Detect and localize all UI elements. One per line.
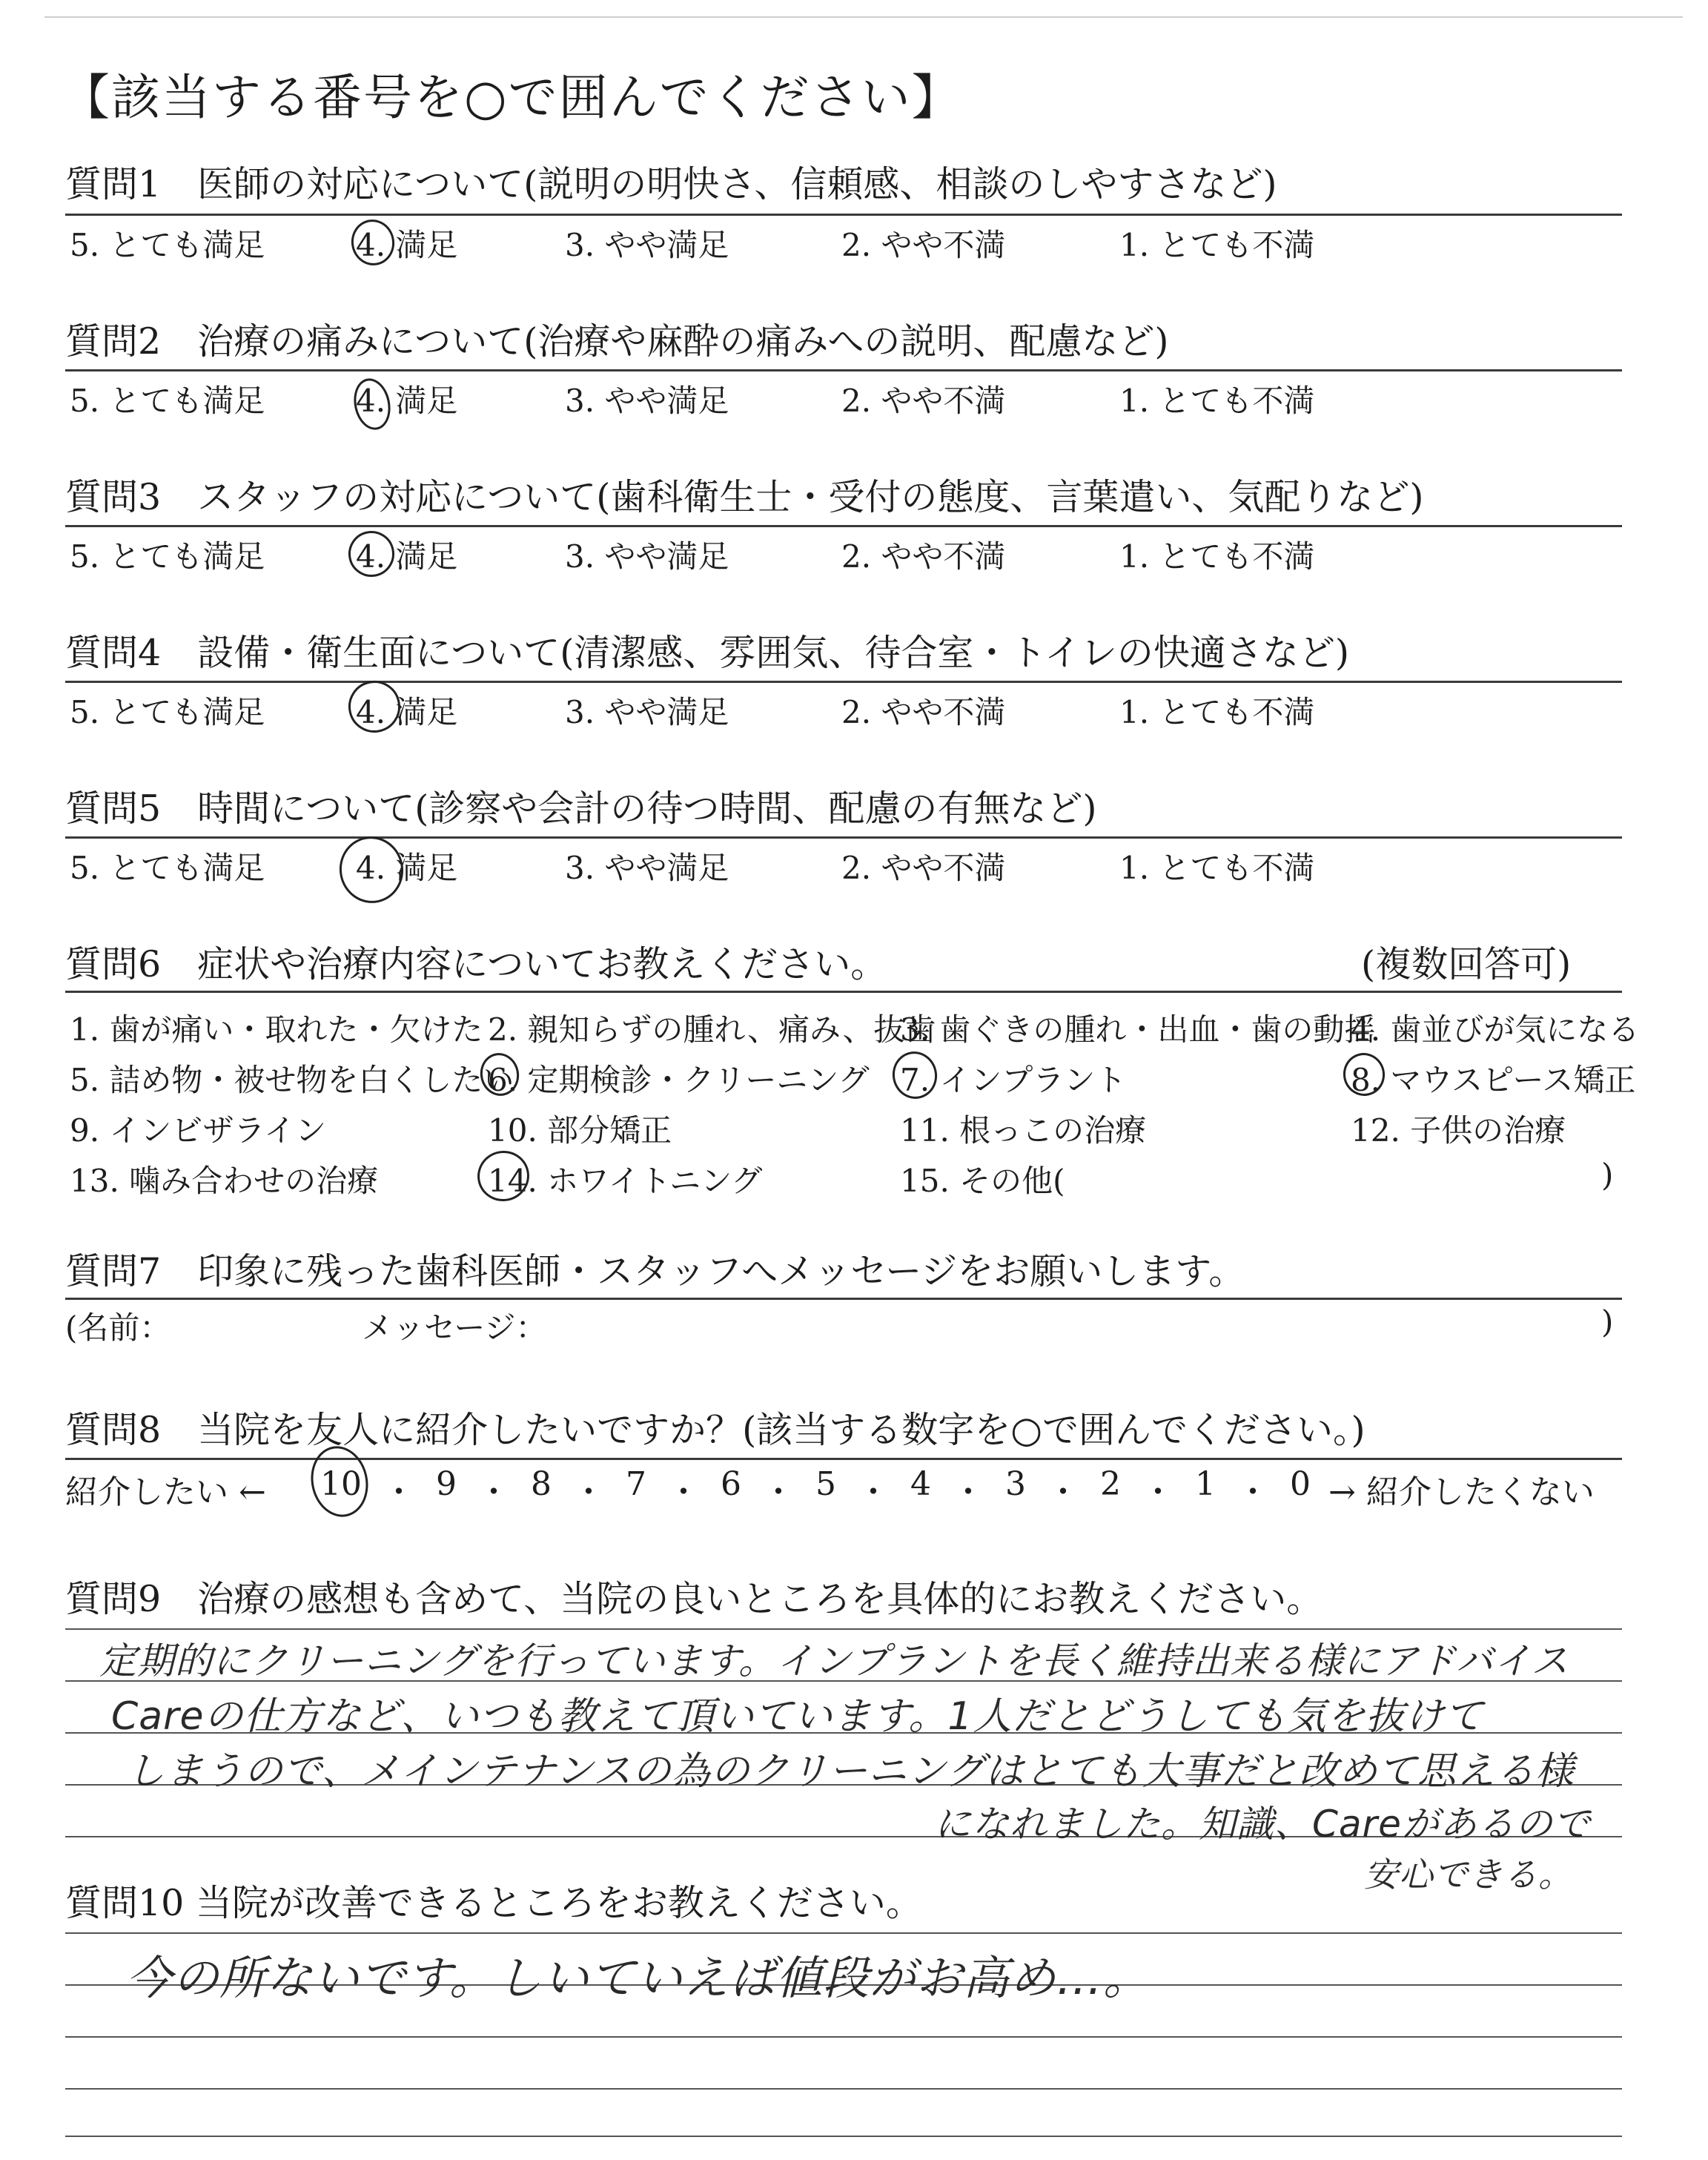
q4-option-5[interactable]: 5. とても満足 <box>70 694 265 730</box>
q6-option-6[interactable]: 6. 定期検診・クリーニング <box>488 1062 870 1098</box>
q1-option-5[interactable]: 5. とても満足 <box>70 227 265 263</box>
q2-option-5[interactable]: 5. とても満足 <box>70 383 265 419</box>
q10-line-3 <box>65 2036 1622 2038</box>
q5-option-5[interactable]: 5. とても満足 <box>70 850 265 886</box>
q8-right-label: → 紹介したくない <box>1328 1473 1595 1511</box>
q5-option-3[interactable]: 3. やや満足 <box>565 850 729 886</box>
q9-answer-line-5: 安心できる。 <box>1364 1855 1573 1895</box>
q8-scale-0[interactable]: 0 <box>1290 1465 1311 1503</box>
question-8-title: 質問8 当院を友人に紹介したいですか？(該当する数字を○で囲んでください。) <box>65 1409 1366 1451</box>
q8-scale-1[interactable]: 1 <box>1195 1465 1216 1503</box>
q4-option-3[interactable]: 3. やや満足 <box>565 694 729 730</box>
question-4-rule <box>65 681 1622 683</box>
q2-option-1[interactable]: 1. とても不満 <box>1119 383 1315 419</box>
q5-option-2[interactable]: 2. やや不満 <box>841 850 1006 886</box>
q10-line-4 <box>65 2088 1622 2090</box>
q1-option-3[interactable]: 3. やや満足 <box>565 227 729 263</box>
q10-line-1 <box>65 1932 1622 1934</box>
q6-option-7[interactable]: 7. インプラント <box>900 1062 1127 1098</box>
q10-answer-line-1: 今の所ないです。しいていえば値段がお高め…。 <box>126 1951 1151 2005</box>
question-10-title: 質問10 当院が改善できるところをお教えください。 <box>65 1882 922 1924</box>
question-5-title: 質問5 時間について(診察や会計の待つ時間、配慮の有無など) <box>65 787 1097 830</box>
question-3-rule <box>65 525 1622 527</box>
q3-option-3[interactable]: 3. やや満足 <box>565 538 729 575</box>
question-6-title: 質問6 症状や治療内容についてお教えください。 <box>65 943 887 985</box>
q9-answer-line-2: Careの仕方など、いつも教えて頂いています。1人だとどうしても気を抜けて <box>111 1694 1484 1739</box>
q9-answer-line-1: 定期的にクリーニングを行っています。インプラントを長く維持出来る様にアドバイス <box>99 1639 1569 1682</box>
q3-option-2[interactable]: 2. やや不満 <box>841 538 1006 575</box>
q8-scale-3[interactable]: 3 <box>1005 1465 1026 1503</box>
q7-close-paren: ) <box>1601 1304 1614 1340</box>
q8-scale-4[interactable]: 4 <box>910 1465 931 1503</box>
question-9-title: 質問9 治療の感想も含めて、当院の良いところを具体的にお教えください。 <box>65 1578 1323 1620</box>
question-7-rule <box>65 1298 1622 1300</box>
q4-option-4[interactable]: 4. 満足 <box>356 694 458 730</box>
q6-other-close: ) <box>1601 1157 1614 1193</box>
q5-option-4[interactable]: 4. 満足 <box>356 850 458 886</box>
q6-option-9[interactable]: 9. インビザライン <box>70 1112 327 1149</box>
question-3-title: 質問3 スタッフの対応について(歯科衛生士・受付の態度、言葉遣い、気配りなど) <box>65 476 1424 518</box>
q7-message-label: メッセージ： <box>362 1309 547 1346</box>
q3-option-4[interactable]: 4. 満足 <box>356 538 458 575</box>
question-7-title: 質問7 印象に残った歯科医師・スタッフへメッセージをお願いします。 <box>65 1250 1245 1292</box>
q8-left-label: 紹介したい ← <box>65 1473 266 1511</box>
q8-scale-dot: ・ <box>477 1473 510 1511</box>
q8-scale-9[interactable]: 9 <box>436 1465 457 1503</box>
q6-option-13[interactable]: 13. 噛み合わせの治療 <box>70 1163 379 1199</box>
question-2-title: 質問2 治療の痛みについて(治療や麻酔の痛みへの説明、配慮など) <box>65 320 1169 363</box>
q9-answer-line-3: しまうので、メインテナンスの為のクリーニングはとても大事だと改めて思える様 <box>126 1749 1575 1794</box>
q6-option-10[interactable]: 10. 部分矯正 <box>488 1112 672 1149</box>
q6-option-1[interactable]: 1. 歯が痛い・取れた・欠けた <box>70 1011 483 1048</box>
q6-option-5[interactable]: 5. 詰め物・被せ物を白くしたい <box>70 1062 514 1098</box>
question-1-title: 質問1 医師の対応について(説明の明快さ、信頼感、相談のしやすさなど) <box>65 163 1277 205</box>
q6-option-14[interactable]: 14. ホワイトニング <box>488 1163 763 1199</box>
q6-option-11[interactable]: 11. 根っこの治療 <box>900 1112 1147 1149</box>
q6-option-4[interactable]: 4. 歯並びが気になる <box>1351 1011 1640 1048</box>
q6-option-3[interactable]: 3. 歯ぐきの腫れ・出血・歯の動揺 <box>900 1011 1376 1048</box>
q1-option-1[interactable]: 1. とても不満 <box>1119 227 1315 263</box>
question-6-rule <box>65 991 1622 993</box>
q5-selection-circle <box>334 830 410 909</box>
q6-option-8[interactable]: 8. マウスピース矯正 <box>1351 1062 1636 1098</box>
q1-option-2[interactable]: 2. やや不満 <box>841 227 1006 263</box>
q2-option-4[interactable]: 4. 満足 <box>356 383 458 419</box>
survey-heading: 【該当する番号を○で囲んでください】 <box>61 69 962 126</box>
q6-option-12[interactable]: 12. 子供の治療 <box>1351 1112 1566 1149</box>
q3-option-5[interactable]: 5. とても満足 <box>70 538 265 575</box>
q8-scale-8[interactable]: 8 <box>531 1465 552 1503</box>
question-4-title: 質問4 設備・衛生面について(清潔感、雰囲気、待合室・トイレの快適さなど) <box>65 632 1349 674</box>
q6-option-2[interactable]: 2. 親知らずの腫れ、痛み、抜歯 <box>488 1011 936 1048</box>
q9-line-1 <box>65 1628 1622 1630</box>
question-1-rule <box>65 214 1622 216</box>
q8-scale-10[interactable]: 10 <box>320 1465 362 1503</box>
q8-scale-7[interactable]: 7 <box>626 1465 646 1503</box>
question-6-note: (複数回答可) <box>1361 943 1572 985</box>
q4-option-2[interactable]: 2. やや不満 <box>841 694 1006 730</box>
q8-scale-dot: ・ <box>1047 1473 1079 1511</box>
q8-scale-dot: ・ <box>857 1473 890 1511</box>
q8-scale-dot: ・ <box>1237 1473 1269 1511</box>
question-5-rule <box>65 836 1622 839</box>
q8-scale-dot: ・ <box>762 1473 795 1511</box>
q2-option-3[interactable]: 3. やや満足 <box>565 383 729 419</box>
q8-scale-5[interactable]: 5 <box>815 1465 836 1503</box>
q7-name-label: (名前： <box>65 1309 171 1346</box>
q4-option-1[interactable]: 1. とても不満 <box>1119 694 1315 730</box>
q8-scale-dot: ・ <box>383 1473 415 1511</box>
question-8-rule <box>65 1458 1622 1460</box>
q8-scale-dot: ・ <box>572 1473 605 1511</box>
q8-scale <box>320 1465 1311 1513</box>
question-2-rule <box>65 369 1622 371</box>
q8-scale-2[interactable]: 2 <box>1100 1465 1121 1503</box>
q2-option-2[interactable]: 2. やや不満 <box>841 383 1006 419</box>
q10-line-5 <box>65 2136 1622 2137</box>
top-border <box>44 16 1683 18</box>
q8-scale-6[interactable]: 6 <box>721 1465 741 1503</box>
q9-answer-line-4: になれました。知識、Careがあるので <box>934 1803 1591 1846</box>
q8-scale-dot: ・ <box>952 1473 984 1511</box>
q8-scale-dot: ・ <box>1142 1473 1174 1511</box>
q5-option-1[interactable]: 1. とても不満 <box>1119 850 1315 886</box>
q6-option-15[interactable]: 15. その他( <box>900 1163 1065 1199</box>
q8-scale-dot: ・ <box>667 1473 700 1511</box>
q3-option-1[interactable]: 1. とても不満 <box>1119 538 1315 575</box>
q1-option-4[interactable]: 4. 満足 <box>356 227 458 263</box>
